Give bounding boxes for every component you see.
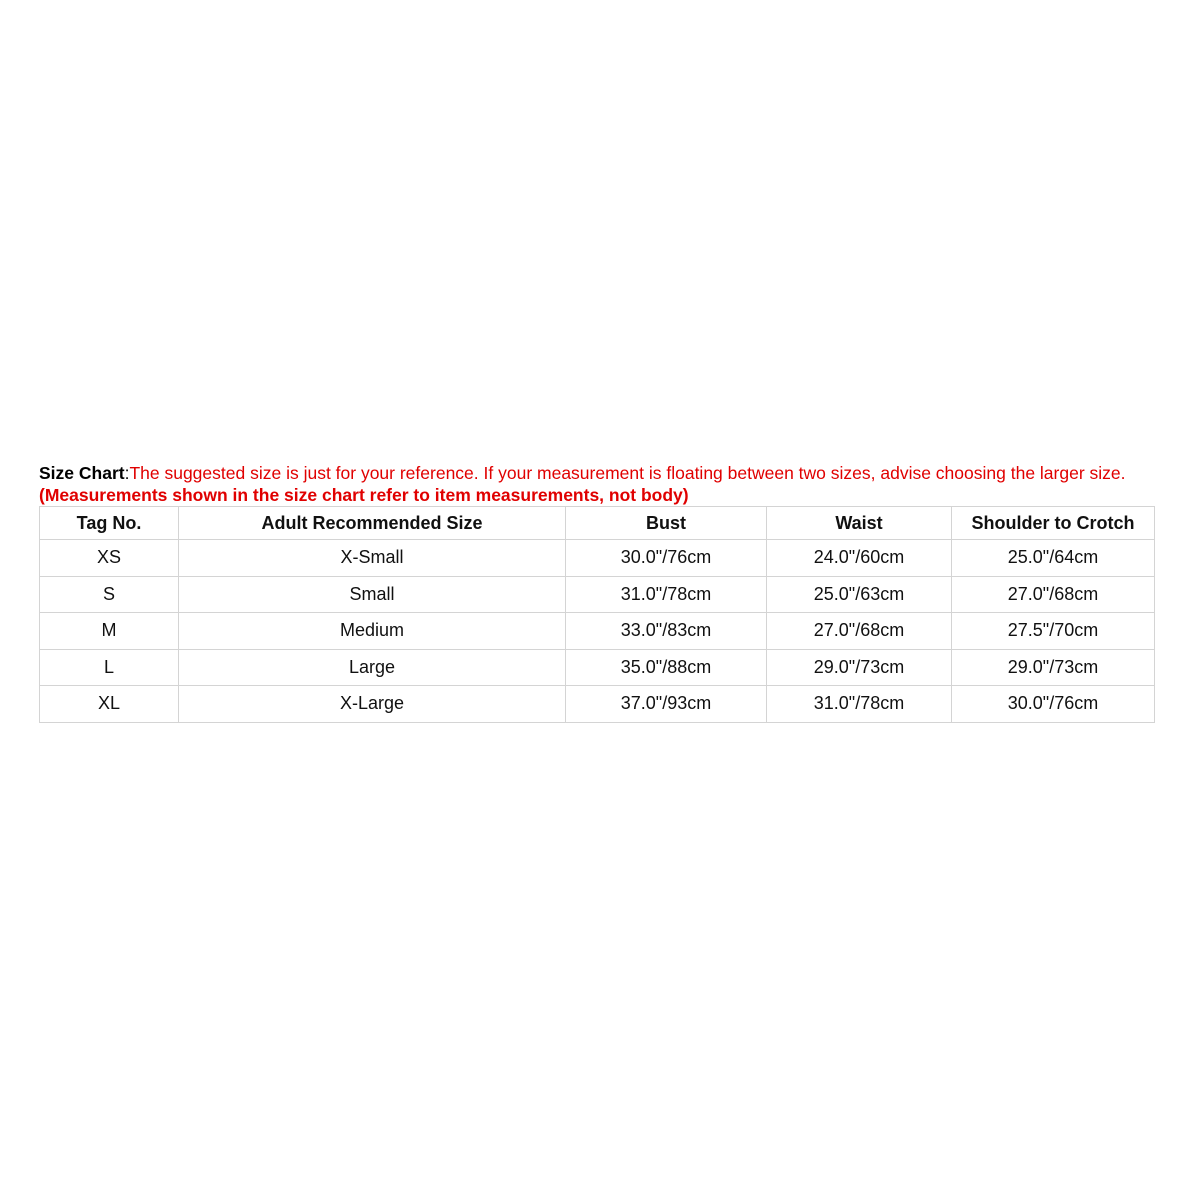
cell-waist: 29.0"/73cm xyxy=(767,649,952,686)
size-chart-note xyxy=(39,462,1164,506)
cell-recommended-size: Medium xyxy=(179,613,566,650)
cell-waist: 27.0"/68cm xyxy=(767,613,952,650)
table-row xyxy=(40,576,1155,613)
table-row xyxy=(40,613,1155,650)
cell-recommended-size: Large xyxy=(179,649,566,686)
table-header-row xyxy=(40,507,1155,540)
cell-tag-no: S xyxy=(40,576,179,613)
header-tag-no: Tag No. xyxy=(40,507,179,540)
cell-bust: 31.0"/78cm xyxy=(566,576,767,613)
cell-tag-no: XS xyxy=(40,540,179,577)
table-row xyxy=(40,649,1155,686)
cell-recommended-size: X-Small xyxy=(179,540,566,577)
table-row xyxy=(40,540,1155,577)
size-advice-text: The suggested size is just for your reference. If your measurement is floating between two sizes, advise choosing the larger size. xyxy=(129,463,1126,483)
cell-waist: 31.0"/78cm xyxy=(767,686,952,723)
title-colon: : xyxy=(124,463,130,483)
cell-tag-no: L xyxy=(40,649,179,686)
size-chart-title: Size Chart xyxy=(39,463,125,483)
header-shoulder-to-crotch: Shoulder to Crotch xyxy=(952,507,1155,540)
cell-bust: 30.0"/76cm xyxy=(566,540,767,577)
cell-shoulder-to-crotch: 30.0"/76cm xyxy=(952,686,1155,723)
cell-bust: 37.0"/93cm xyxy=(566,686,767,723)
table-row xyxy=(40,686,1155,723)
cell-waist: 25.0"/63cm xyxy=(767,576,952,613)
cell-shoulder-to-crotch: 27.0"/68cm xyxy=(952,576,1155,613)
cell-shoulder-to-crotch: 25.0"/64cm xyxy=(952,540,1155,577)
cell-bust: 33.0"/83cm xyxy=(566,613,767,650)
measurement-disclaimer: (Measurements shown in the size chart refer to item measurements, not body) xyxy=(39,485,689,505)
cell-waist: 24.0"/60cm xyxy=(767,540,952,577)
cell-tag-no: M xyxy=(40,613,179,650)
cell-bust: 35.0"/88cm xyxy=(566,649,767,686)
cell-shoulder-to-crotch: 29.0"/73cm xyxy=(952,649,1155,686)
header-waist: Waist xyxy=(767,507,952,540)
header-recommended-size: Adult Recommended Size xyxy=(179,507,566,540)
header-bust: Bust xyxy=(566,507,767,540)
cell-shoulder-to-crotch: 27.5"/70cm xyxy=(952,613,1155,650)
cell-tag-no: XL xyxy=(40,686,179,723)
size-table xyxy=(39,506,1155,723)
cell-recommended-size: Small xyxy=(179,576,566,613)
cell-recommended-size: X-Large xyxy=(179,686,566,723)
